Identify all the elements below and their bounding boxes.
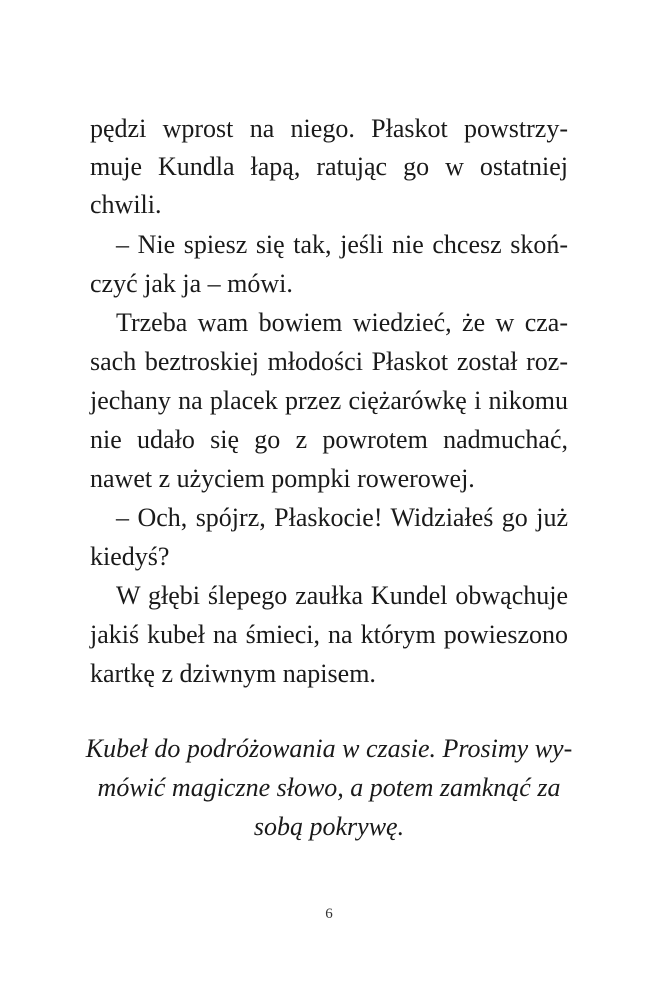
sign-text-line: sobą pokrywę. — [253, 812, 405, 841]
text-line: jakiś kubeł na śmieci, na którym powieszono — [90, 620, 568, 649]
text-line: nie udało się go z powrotem nadmuchać, — [90, 425, 568, 454]
text-line: chwili. — [90, 190, 162, 219]
text-line: pędzi wprost na niego. Płaskot powstrzy- — [90, 114, 568, 143]
text-line: muje Kundla łapą, ratując go w ostatniej — [90, 152, 568, 181]
text-line: nawet z użyciem pompki rowerowej. — [90, 464, 475, 493]
text-line: Trzeba wam bowiem wiedzieć, że w cza- — [116, 308, 568, 337]
text-line: – Nie spiesz się tak, jeśli nie chcesz skoń- — [116, 230, 568, 259]
text-line: – Och, spójrz, Płaskocie! Widziałeś go już — [116, 503, 568, 532]
text-line: W głębi ślepego zaułka Kundel obwąchuje — [116, 581, 568, 610]
sign-text-line: Kubeł do podróżowania w czasie. Prosimy wy- — [85, 734, 573, 763]
text-line: kiedyś? — [90, 542, 170, 571]
text-line: czyć jak ja – mówi. — [90, 269, 293, 298]
text-line: jechany na placek przez ciężarówkę i nikomu — [90, 386, 568, 415]
text-line: sach beztroskiej młodości Płaskot został roz- — [90, 347, 568, 376]
sign-text-line: mówić magiczne słowo, a potem zamknąć za — [97, 773, 561, 802]
page-number: 6 — [325, 906, 333, 922]
text-line: kartkę z dziwnym napisem. — [90, 659, 376, 688]
